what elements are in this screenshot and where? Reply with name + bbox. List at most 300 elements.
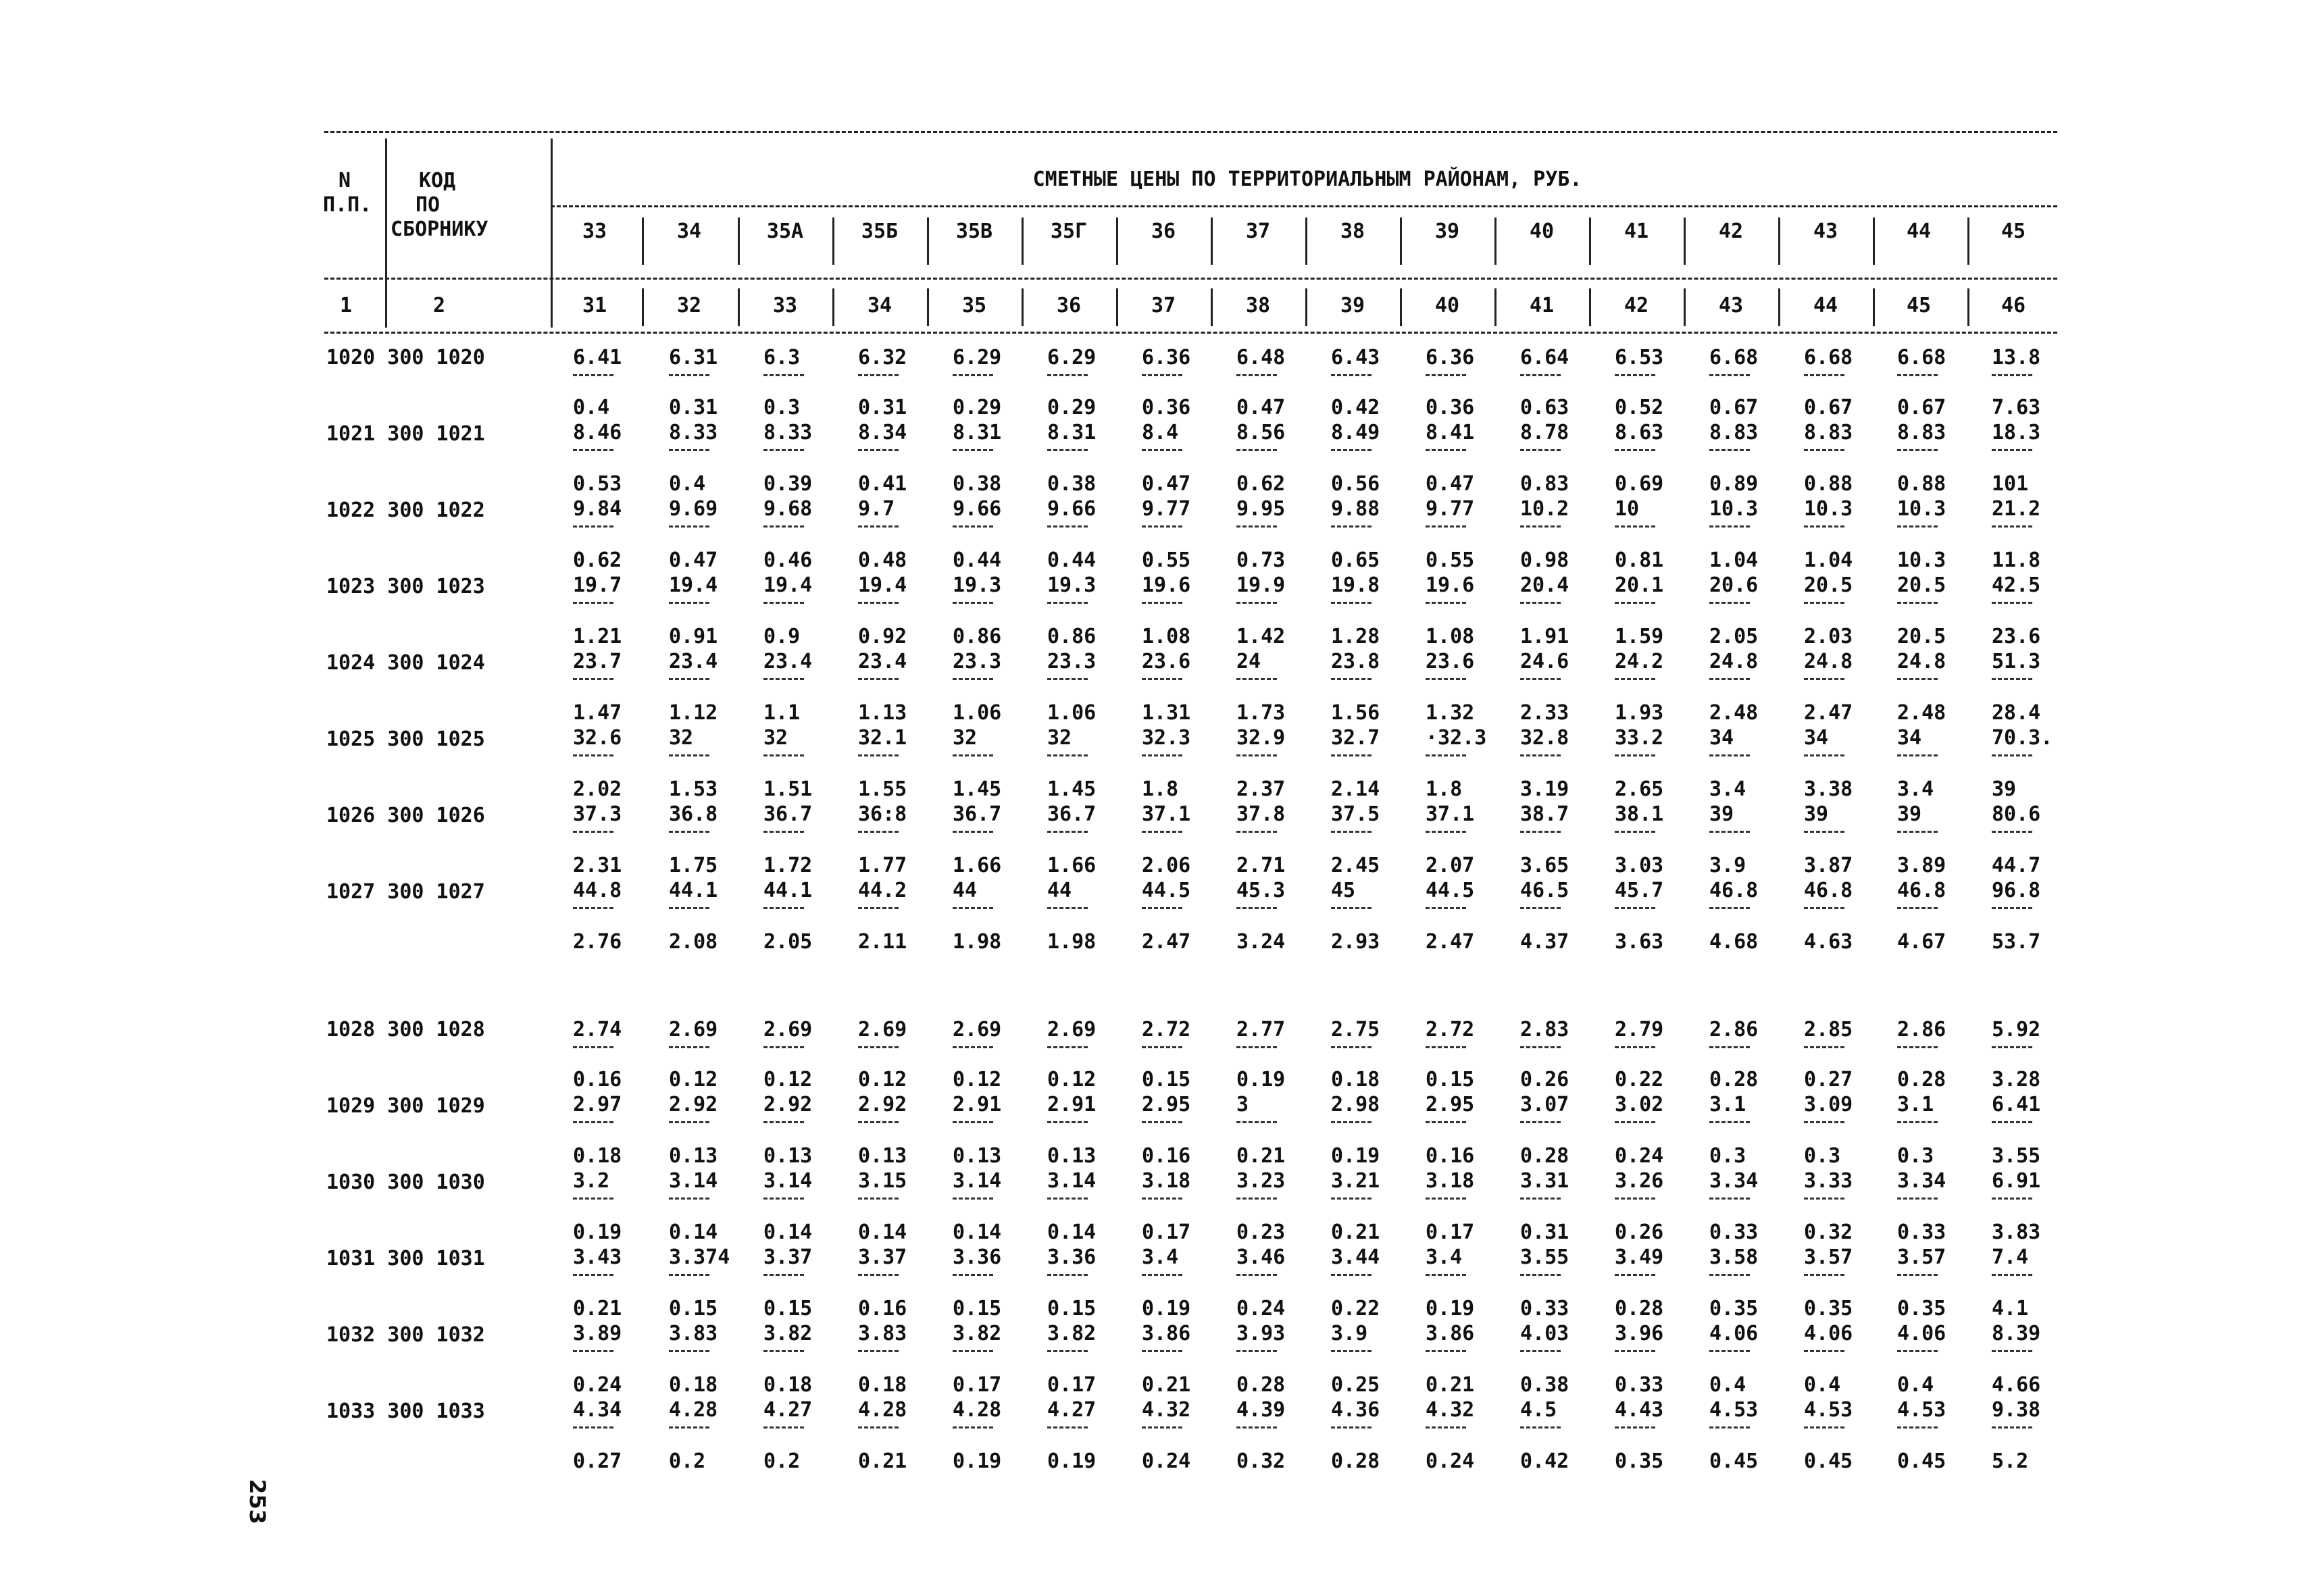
fraction-bar bbox=[1992, 831, 2032, 833]
column-number-separator bbox=[738, 288, 740, 326]
price-value: 0.62 bbox=[1236, 472, 1286, 496]
price-value: 0.12 bbox=[763, 1068, 813, 1091]
price-value: 1.98 bbox=[953, 930, 1002, 954]
fraction-bar bbox=[1520, 449, 1561, 451]
fraction-bar bbox=[1426, 1198, 1466, 1200]
price-value: 8.46 bbox=[573, 421, 622, 444]
fraction-bar bbox=[1142, 1350, 1182, 1352]
price-value: 33.2 bbox=[1615, 726, 1664, 750]
fraction-bar bbox=[953, 449, 993, 451]
fraction-bar bbox=[1992, 754, 2032, 756]
column-number-separator bbox=[927, 288, 929, 326]
fraction-bar bbox=[1142, 1046, 1182, 1048]
price-value: 6.64 bbox=[1520, 346, 1569, 369]
fraction-bar bbox=[1331, 374, 1372, 376]
price-value: 0.92 bbox=[858, 625, 907, 648]
fraction-bar bbox=[1426, 374, 1466, 376]
price-value: 7.63 bbox=[1992, 396, 2041, 419]
fraction-bar bbox=[669, 1350, 709, 1352]
price-value: 0.14 bbox=[1047, 1220, 1097, 1244]
fraction-bar bbox=[1047, 1274, 1088, 1276]
price-value: 0.19 bbox=[573, 1220, 622, 1244]
price-value: 0.44 bbox=[1047, 548, 1097, 572]
fraction-bar bbox=[1426, 602, 1466, 604]
pp-label: П.П. bbox=[323, 193, 372, 217]
price-value: 7.4 bbox=[1992, 1245, 2029, 1269]
price-value: 0.17 bbox=[1047, 1373, 1097, 1397]
price-value: 2.75 bbox=[1331, 1018, 1380, 1041]
price-value: 0.41 bbox=[858, 472, 907, 496]
fraction-bar bbox=[1331, 754, 1372, 756]
fraction-bar bbox=[953, 678, 993, 680]
fraction-bar bbox=[1520, 754, 1561, 756]
price-value: 3.63 bbox=[1615, 930, 1664, 954]
fraction-bar bbox=[1236, 602, 1277, 604]
region-separator bbox=[1022, 217, 1024, 265]
price-value: 36:8 bbox=[858, 802, 907, 826]
fraction-bar bbox=[858, 1046, 899, 1048]
price-value: 2.95 bbox=[1426, 1093, 1475, 1116]
fraction-bar bbox=[573, 374, 613, 376]
price-value: 0.42 bbox=[1331, 396, 1380, 419]
price-value: 0.19 bbox=[1331, 1144, 1380, 1168]
fraction-bar bbox=[573, 678, 613, 680]
price-value: 2.77 bbox=[1236, 1018, 1286, 1041]
fraction-bar bbox=[1236, 678, 1277, 680]
fraction-bar bbox=[1520, 1426, 1561, 1428]
fraction-bar bbox=[1426, 1426, 1466, 1428]
price-value: 0.28 bbox=[1709, 1068, 1759, 1091]
price-value: 3.83 bbox=[1992, 1220, 2041, 1244]
price-value: 0.21 bbox=[1426, 1373, 1475, 1397]
fraction-bar bbox=[1236, 1426, 1277, 1428]
price-value: 23.6 bbox=[1142, 650, 1191, 673]
price-value: 1.1 bbox=[763, 701, 801, 725]
price-value: 4.06 bbox=[1804, 1322, 1853, 1345]
price-value: 2.33 bbox=[1520, 701, 1569, 725]
price-value: 3.14 bbox=[669, 1169, 718, 1193]
fraction-bar bbox=[573, 1121, 613, 1123]
fraction-bar bbox=[763, 525, 804, 527]
price-value: 0.18 bbox=[1331, 1068, 1380, 1091]
price-value: 4.53 bbox=[1897, 1398, 1946, 1422]
price-value: 20.5 bbox=[1897, 573, 1946, 597]
price-value: 3.14 bbox=[763, 1169, 813, 1193]
price-value: 6.68 bbox=[1804, 346, 1853, 369]
column-number-cell: 43 bbox=[1718, 294, 1744, 317]
region-separator bbox=[1116, 217, 1118, 265]
price-value: 0.55 bbox=[1142, 548, 1191, 572]
price-value: 1.75 bbox=[669, 854, 718, 877]
price-value: 24.2 bbox=[1615, 650, 1664, 673]
region-header-cell: 41 bbox=[1624, 220, 1649, 243]
region-separator bbox=[1684, 217, 1686, 265]
price-value: 23.6 bbox=[1992, 625, 2041, 648]
fraction-bar bbox=[1142, 602, 1182, 604]
price-value: 0.67 bbox=[1804, 396, 1853, 419]
price-value: 0.26 bbox=[1520, 1068, 1569, 1091]
fraction-bar bbox=[573, 1350, 613, 1352]
column-number-cell: 31 bbox=[582, 294, 607, 317]
price-value: 0.47 bbox=[1236, 396, 1286, 419]
fraction-bar bbox=[1992, 907, 2032, 909]
price-value: 0.26 bbox=[1615, 1220, 1664, 1244]
fraction-bar bbox=[953, 374, 993, 376]
price-value: 0.2 bbox=[763, 1449, 801, 1473]
price-value: 3.26 bbox=[1615, 1169, 1664, 1193]
fraction-bar bbox=[573, 1198, 613, 1200]
item-code: 1020 300 1020 bbox=[326, 346, 485, 369]
price-value: 0.4 bbox=[669, 472, 706, 496]
price-value: 4.1 bbox=[1992, 1297, 2029, 1320]
fraction-bar bbox=[858, 449, 899, 451]
fraction-bar bbox=[1520, 1198, 1561, 1200]
price-value: 0.13 bbox=[858, 1144, 907, 1168]
price-value: 9.7 bbox=[858, 497, 895, 521]
price-value: 23.3 bbox=[953, 650, 1002, 673]
price-value: 32 bbox=[669, 726, 694, 750]
fraction-bar bbox=[953, 907, 993, 909]
price-value: 8.49 bbox=[1331, 421, 1380, 444]
price-value: 3.87 bbox=[1804, 854, 1853, 877]
fraction-bar bbox=[1804, 449, 1844, 451]
price-value: 0.9 bbox=[763, 625, 801, 648]
price-value: 8.83 bbox=[1709, 421, 1759, 444]
fraction-bar bbox=[1897, 602, 1938, 604]
price-value: 0.18 bbox=[858, 1373, 907, 1397]
price-value: 6.29 bbox=[953, 346, 1002, 369]
price-value: 13.8 bbox=[1992, 346, 2041, 369]
price-value: 0.67 bbox=[1897, 396, 1946, 419]
price-value: 2.72 bbox=[1426, 1018, 1475, 1041]
fraction-bar bbox=[953, 1426, 993, 1428]
fraction-bar bbox=[1426, 907, 1466, 909]
price-value: 3.24 bbox=[1236, 930, 1286, 954]
item-code: 1027 300 1027 bbox=[326, 880, 485, 904]
price-value: 0.17 bbox=[1142, 1220, 1191, 1244]
price-value: 1.28 bbox=[1331, 625, 1380, 648]
price-value: 44 bbox=[953, 879, 978, 902]
price-value: 1.51 bbox=[763, 777, 813, 801]
price-value: 44.8 bbox=[573, 879, 622, 902]
fraction-bar bbox=[573, 907, 613, 909]
price-value: 24.6 bbox=[1520, 650, 1569, 673]
price-value: 23.8 bbox=[1331, 650, 1380, 673]
region-header-cell: 44 bbox=[1906, 220, 1932, 243]
price-value: 3.374 bbox=[669, 1245, 730, 1269]
price-value: 34 bbox=[1897, 726, 1922, 750]
item-code: 1021 300 1021 bbox=[326, 422, 485, 446]
column-number-separator bbox=[1022, 288, 1024, 326]
region-header-cell: 40 bbox=[1529, 220, 1555, 243]
price-value: 44.7 bbox=[1992, 854, 2041, 877]
price-value: 3.18 bbox=[1426, 1169, 1475, 1193]
price-value: 1.73 bbox=[1236, 701, 1286, 725]
fraction-bar bbox=[1520, 1046, 1561, 1048]
price-value: 0.33 bbox=[1520, 1297, 1569, 1320]
price-value: 2.85 bbox=[1804, 1018, 1853, 1041]
price-value: 3.36 bbox=[953, 1245, 1002, 1269]
price-value: 37.1 bbox=[1142, 802, 1191, 826]
price-value: 0.15 bbox=[763, 1297, 813, 1320]
price-value: 24.8 bbox=[1709, 650, 1759, 673]
region-separator bbox=[1778, 217, 1780, 265]
price-value: 0.91 bbox=[669, 625, 718, 648]
price-value: 8.56 bbox=[1236, 421, 1286, 444]
fraction-bar bbox=[1804, 525, 1844, 527]
fraction-bar bbox=[1142, 907, 1182, 909]
column-number-cell: 32 bbox=[676, 294, 702, 317]
price-value: 2.69 bbox=[1047, 1018, 1097, 1041]
price-value: 0.22 bbox=[1615, 1068, 1664, 1091]
price-value: 4.28 bbox=[669, 1398, 718, 1422]
price-value: 3.09 bbox=[1804, 1093, 1853, 1116]
price-value: 3.23 bbox=[1236, 1169, 1286, 1193]
fraction-bar bbox=[953, 1198, 993, 1200]
price-value: 9.95 bbox=[1236, 497, 1286, 521]
fraction-bar bbox=[1047, 907, 1088, 909]
price-value: 2.05 bbox=[1709, 625, 1759, 648]
price-value: 45 bbox=[1331, 879, 1356, 902]
price-value: 0.42 bbox=[1520, 1449, 1569, 1473]
price-value: 0.19 bbox=[1047, 1449, 1097, 1473]
code-label-3: СБОРНИКУ bbox=[391, 217, 488, 241]
fraction-bar bbox=[1520, 907, 1561, 909]
fraction-bar bbox=[1709, 374, 1750, 376]
fraction-bar bbox=[1047, 1121, 1088, 1123]
price-value: 0.19 bbox=[1142, 1297, 1191, 1320]
n-label: N bbox=[338, 169, 351, 192]
price-value: 38.1 bbox=[1615, 802, 1664, 826]
price-value: 1.47 bbox=[573, 701, 622, 725]
price-value: 0.88 bbox=[1897, 472, 1946, 496]
table-title: СМЕТНЫЕ ЦЕНЫ ПО ТЕРРИТОРИАЛЬНЫМ РАЙОНАМ, РУБ. bbox=[1032, 168, 1582, 191]
price-value: 19.6 bbox=[1142, 573, 1191, 597]
price-value: 6.68 bbox=[1897, 346, 1946, 369]
price-value: 0.18 bbox=[573, 1144, 622, 1168]
column-number-separator bbox=[1589, 288, 1591, 326]
price-value: 3.82 bbox=[1047, 1322, 1097, 1345]
price-value: 0.27 bbox=[573, 1449, 622, 1473]
price-value: 3.57 bbox=[1897, 1245, 1946, 1269]
price-value: 0.65 bbox=[1331, 548, 1380, 572]
column-number-cell: 39 bbox=[1340, 294, 1365, 317]
fraction-bar bbox=[573, 1274, 613, 1276]
price-value: 3.4 bbox=[1142, 1245, 1179, 1269]
fraction-bar bbox=[1142, 678, 1182, 680]
fraction-bar bbox=[1331, 1426, 1372, 1428]
fraction-bar bbox=[858, 1198, 899, 1200]
fraction-bar bbox=[1897, 678, 1938, 680]
fraction-bar bbox=[858, 525, 899, 527]
price-value: 39 bbox=[1897, 802, 1922, 826]
fraction-bar bbox=[1331, 602, 1372, 604]
fraction-bar bbox=[669, 1198, 709, 1200]
region-header-cell: 38 bbox=[1340, 220, 1365, 243]
price-value: 11.8 bbox=[1992, 548, 2041, 572]
price-value: 0.4 bbox=[1804, 1373, 1841, 1397]
price-value: 0.33 bbox=[1615, 1373, 1664, 1397]
price-value: 3.86 bbox=[1426, 1322, 1475, 1345]
price-value: 44.1 bbox=[763, 879, 813, 902]
fraction-bar bbox=[1615, 1046, 1655, 1048]
price-value: 0.14 bbox=[763, 1220, 813, 1244]
region-header-cell: 42 bbox=[1718, 220, 1744, 243]
price-value: 0.24 bbox=[573, 1373, 622, 1397]
price-value: 23.3 bbox=[1047, 650, 1097, 673]
region-header-cell: 43 bbox=[1813, 220, 1838, 243]
price-value: 4.32 bbox=[1142, 1398, 1191, 1422]
price-value: 20.4 bbox=[1520, 573, 1569, 597]
price-value: 45.7 bbox=[1615, 879, 1664, 902]
column-number-separator bbox=[1967, 288, 1969, 326]
fraction-bar bbox=[763, 831, 804, 833]
price-value: 0.23 bbox=[1236, 1220, 1286, 1244]
fraction-bar bbox=[1047, 754, 1088, 756]
price-value: 0.15 bbox=[953, 1297, 1002, 1320]
item-code: 1023 300 1023 bbox=[326, 575, 485, 598]
price-value: 1.12 bbox=[669, 701, 718, 725]
fraction-bar bbox=[1709, 1426, 1750, 1428]
price-value: 4.06 bbox=[1709, 1322, 1759, 1345]
fraction-bar bbox=[1709, 602, 1750, 604]
price-value: 24 bbox=[1236, 650, 1261, 673]
price-value: 0.24 bbox=[1426, 1449, 1475, 1473]
price-value: 4.43 bbox=[1615, 1398, 1664, 1422]
price-value: 0.3 bbox=[1897, 1144, 1934, 1168]
price-value: 0.69 bbox=[1615, 472, 1664, 496]
fraction-bar bbox=[953, 831, 993, 833]
price-value: 36.7 bbox=[953, 802, 1002, 826]
price-value: 3.18 bbox=[1142, 1169, 1191, 1193]
fraction-bar bbox=[1804, 374, 1844, 376]
fraction-bar bbox=[1709, 678, 1750, 680]
fraction-bar bbox=[763, 1046, 804, 1048]
price-value: 4.27 bbox=[763, 1398, 813, 1422]
fraction-bar bbox=[1709, 1198, 1750, 1200]
fraction-bar bbox=[858, 907, 899, 909]
price-value: 39 bbox=[1992, 777, 2017, 801]
price-value: 2.47 bbox=[1426, 930, 1475, 954]
price-value: 32.6 bbox=[573, 726, 622, 750]
price-value: 2.05 bbox=[763, 930, 813, 954]
column-number-cell: 35 bbox=[961, 294, 987, 317]
price-value: 44.2 bbox=[858, 879, 907, 902]
column-number-separator bbox=[1400, 288, 1402, 326]
fraction-bar bbox=[1047, 449, 1088, 451]
fraction-bar bbox=[1047, 1350, 1088, 1352]
price-value: 0.16 bbox=[1426, 1144, 1475, 1168]
price-value: 45.3 bbox=[1236, 879, 1286, 902]
price-value: 0.44 bbox=[953, 548, 1002, 572]
title-underline bbox=[551, 205, 2057, 207]
fraction-bar bbox=[1426, 831, 1466, 833]
fraction-bar bbox=[1615, 1426, 1655, 1428]
price-value: 4.28 bbox=[858, 1398, 907, 1422]
price-value: 2.11 bbox=[858, 930, 907, 954]
fraction-bar bbox=[1804, 1198, 1844, 1200]
price-value: 0.18 bbox=[763, 1373, 813, 1397]
price-value: 1.08 bbox=[1142, 625, 1191, 648]
price-value: 0.53 bbox=[573, 472, 622, 496]
price-value: 0.83 bbox=[1520, 472, 1569, 496]
price-value: 1.31 bbox=[1142, 701, 1191, 725]
price-value: 6.53 bbox=[1615, 346, 1664, 369]
price-value: 6.31 bbox=[669, 346, 718, 369]
price-value: 0.17 bbox=[1426, 1220, 1475, 1244]
price-value: 3.1 bbox=[1897, 1093, 1934, 1116]
price-value: 0.47 bbox=[669, 548, 718, 572]
fraction-bar bbox=[1047, 1046, 1088, 1048]
price-value: 3.93 bbox=[1236, 1322, 1286, 1345]
price-value: 19.4 bbox=[763, 573, 813, 597]
price-value: 44 bbox=[1047, 879, 1072, 902]
price-value: 3.34 bbox=[1897, 1169, 1946, 1193]
price-value: 0.28 bbox=[1331, 1449, 1380, 1473]
price-value: 4.28 bbox=[953, 1398, 1002, 1422]
price-value: 1.53 bbox=[669, 777, 718, 801]
price-value: 6.36 bbox=[1426, 346, 1475, 369]
price-value: 20.1 bbox=[1615, 573, 1664, 597]
price-value: 3.44 bbox=[1331, 1245, 1380, 1269]
price-value: 32.1 bbox=[858, 726, 907, 750]
price-value: 1.55 bbox=[858, 777, 907, 801]
price-value: 3.82 bbox=[953, 1322, 1002, 1345]
price-value: 2.83 bbox=[1520, 1018, 1569, 1041]
fraction-bar bbox=[573, 602, 613, 604]
fraction-bar bbox=[1992, 449, 2032, 451]
price-value: 0.38 bbox=[1520, 1373, 1569, 1397]
price-value: 9.66 bbox=[953, 497, 1002, 521]
region-header-cell: 33 bbox=[582, 220, 607, 243]
price-value: 46.5 bbox=[1520, 879, 1569, 902]
fraction-bar bbox=[1992, 1121, 2032, 1123]
price-value: 37.5 bbox=[1331, 802, 1380, 826]
price-value: 3.21 bbox=[1331, 1169, 1380, 1193]
price-value: 23.4 bbox=[669, 650, 718, 673]
price-value: 0.88 bbox=[1804, 472, 1853, 496]
fraction-bar bbox=[1615, 374, 1655, 376]
fraction-bar bbox=[1804, 1274, 1844, 1276]
price-value: 32 bbox=[1047, 726, 1072, 750]
price-value: 3.89 bbox=[1897, 854, 1946, 877]
price-value: 0.19 bbox=[1236, 1068, 1286, 1091]
price-value: 19.7 bbox=[573, 573, 622, 597]
fraction-bar bbox=[1047, 374, 1088, 376]
fraction-bar bbox=[1426, 678, 1466, 680]
price-value: 20.6 bbox=[1709, 573, 1759, 597]
price-value: 5.92 bbox=[1992, 1018, 2041, 1041]
price-value: 3.14 bbox=[953, 1169, 1002, 1193]
price-value: 0.38 bbox=[953, 472, 1002, 496]
fraction-bar bbox=[1709, 1350, 1750, 1352]
price-value: 19.6 bbox=[1426, 573, 1475, 597]
price-value: 4.5 bbox=[1520, 1398, 1557, 1422]
price-value: 3.37 bbox=[763, 1245, 813, 1269]
fraction-bar bbox=[1897, 907, 1938, 909]
fraction-bar bbox=[669, 754, 709, 756]
price-value: 3.38 bbox=[1804, 777, 1853, 801]
price-value: 37.8 bbox=[1236, 802, 1286, 826]
price-value: 4.27 bbox=[1047, 1398, 1097, 1422]
fraction-bar bbox=[1897, 1046, 1938, 1048]
fraction-bar bbox=[763, 907, 804, 909]
price-value: 0.28 bbox=[1615, 1297, 1664, 1320]
region-separator bbox=[642, 217, 644, 265]
fraction-bar bbox=[669, 602, 709, 604]
fraction-bar bbox=[1992, 678, 2032, 680]
price-value: 2.79 bbox=[1615, 1018, 1664, 1041]
